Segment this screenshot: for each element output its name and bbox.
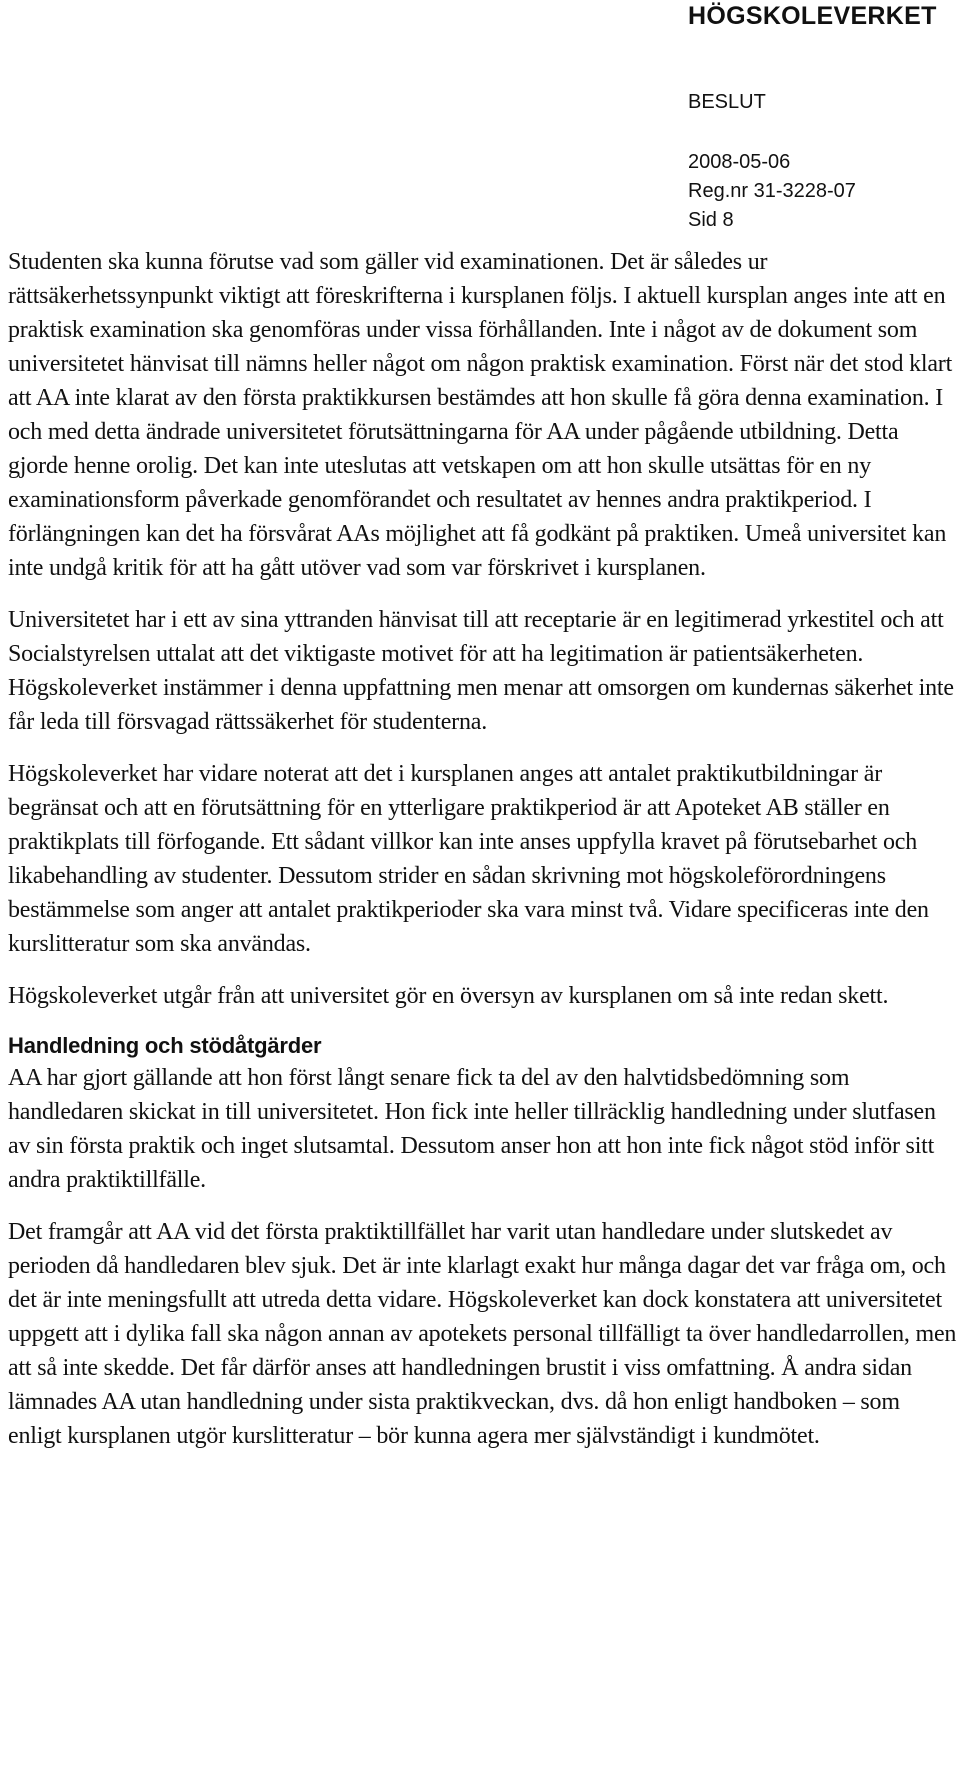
section-heading: Handledning och stödåtgärder <box>8 1033 322 1058</box>
paragraph-supervision-assessment: Det framgår att AA vid det första praktiktillfället har varit utan handledare under slutskedet av perioden då handledaren blev sjuk. Det är inte klarlagt exakt hur många dagar det var fråga om, och det är inte meningsfullt att utreda detta vidare. Högskoleverket kan dock konstatera att universitetet uppgett att i dylika fall ska någon annan av apotekets personal tillfälligt ta över handledarrollen, men att så inte skedde. Det får därför anses att handledningen brustit i viss omfattning. Å andra sidan lämnades AA utan handledning under sista praktikveckan, dvs. då hon enligt handboken – som enligt kursplanen utgör kurslitteratur – bör kunna agera mer självständigt i kundmötet. <box>8 1219 957 1449</box>
document-date: 2008-05-06 <box>688 151 791 173</box>
page-number: Sid 8 <box>688 209 734 231</box>
paragraph-legitimation: Universitetet har i ett av sina yttranden hänvisat till att receptarie är en legitimerad yrkestitel och att Socialstyrelsen uttalat att det viktigaste motivet för att ha legitimation är patientsäkerheten. Högskoleverket instämmer i denna uppfattning men menar att omsorgen om kundernas säkerhet inte får leda till försvagad rättssäkerhet för studenterna. <box>8 607 954 735</box>
document-metadata <box>688 88 856 235</box>
document-type: BESLUT <box>688 91 766 113</box>
registration-number: Reg.nr 31-3228-07 <box>688 180 856 202</box>
paragraph-examination: Studenten ska kunna förutse vad som gäller vid examinationen. Det är således ur rättsäkerhetssynpunkt viktigt att föreskrifterna i kursplanen följs. I aktuell kursplan anges inte att en praktisk examination ska genomföras under vissa förhållanden. Inte i något av de dokument som universitetet hänvisat till nämns heller något om någon praktisk examination. Först när det stod klart att AA inte klarat av den första praktikkursen bestämdes att hon skulle få göra denna examination. I och med detta ändrade universitetet förutsättningarna för AA under pågående utbildning. Detta gjorde henne orolig. Det kan inte uteslutas att vetskapen om att hon skulle utsättas för en ny examinationsform påverkade genomförandet och resultatet av hennes andra praktikperiod. I förlängningen kan det ha försvårat AAs möjlighet att få godkänt på praktiken. Umeå universitet kan inte undgå kritik för att ha gått utöver vad som var förskrivet i kursplanen. <box>8 249 953 581</box>
paragraph-review: Högskoleverket utgår från att universitet gör en översyn av kursplanen om så inte redan skett. <box>8 983 889 1009</box>
organization-name: HÖGSKOLEVERKET <box>688 2 937 30</box>
paragraph-supervision-claim: AA har gjort gällande att hon först långt senare fick ta del av den halvtidsbedömning som handledaren skickat in till universitetet. Hon fick inte heller tillräcklig handledning under slutfasen av sin första praktik och inget slutsamtal. Dessutom anser hon att hon inte fick något stöd inför sitt andra praktiktillfälle. <box>8 1065 936 1193</box>
document-body <box>8 245 958 1471</box>
paragraph-course-plan: Högskoleverket har vidare noterat att det i kursplanen anges att antalet praktikutbildningar är begränsat och att en förutsättning för en ytterligare praktikperiod är att Apoteket AB ställer en praktikplats till förfogande. Ett sådant villkor kan inte anses uppfylla kravet på förutsebarhet och likabehandling av studenter. Dessutom strider en sådan skrivning mot högskoleförordningens bestämmelse som anger att antalet praktikperioder ska vara minst två. Vidare specificeras inte den kurslitteratur som ska användas. <box>8 761 929 957</box>
